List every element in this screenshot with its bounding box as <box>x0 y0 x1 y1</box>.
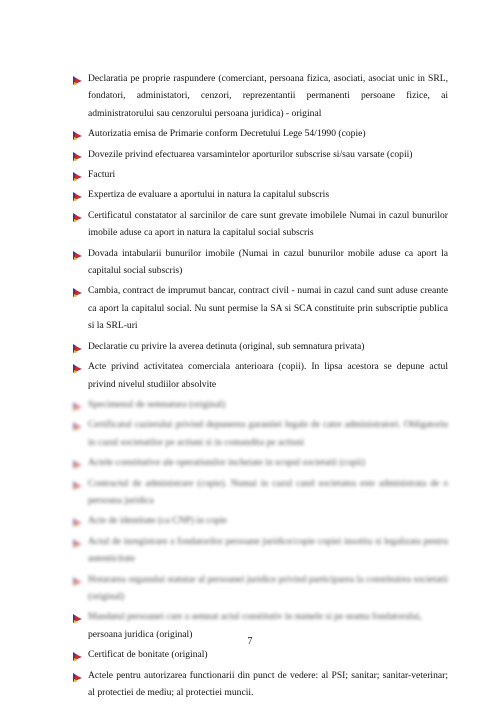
list-item <box>72 454 448 471</box>
list-item <box>72 571 448 606</box>
list-item-text: Acte privind activitatea comerciala anterioara (copii). In lipsa acestora se depune actul privind nivelul studiilor absolvite <box>88 361 448 390</box>
list-item <box>72 358 448 393</box>
list-item-text-blurred: Mandatul persoanei care a semnat actul constitutiv in numele si pe seama fondatorului, <box>88 611 422 623</box>
arrow-bullet-icon <box>72 574 83 585</box>
list-item-text: Cambia, contract de imprumut bancar, contract civil - numai in cazul cand sunt aduse creante ca aport la capitalul social. Nu sunt permise la SA si SCA constituite prin subscriptie publica si la SRL-uri <box>88 285 448 332</box>
list-item <box>72 512 448 529</box>
list-item <box>72 245 448 280</box>
list-item-text: Specimenul de semnatura (original) <box>88 398 226 410</box>
list-item-text: Expertiza de evaluare a aportului in natura la capitalul subscris <box>88 189 330 201</box>
list-item <box>72 646 448 663</box>
arrow-bullet-icon <box>72 285 83 296</box>
arrow-bullet-icon <box>72 341 83 352</box>
list-item-text: Acte de identitate (ca CNP) in copie <box>88 515 228 527</box>
arrow-bullet-icon <box>72 611 83 622</box>
requirements-list <box>72 70 448 704</box>
list-item-text: Certificatul cazierului privind depunerea garantiei legale de catre administratori. Obligatoriu in cazul societatilor pe actiuni si in comandita pe actiuni <box>88 419 448 448</box>
arrow-bullet-icon <box>72 169 83 180</box>
list-item <box>72 207 448 242</box>
list-item-text: Actul de inregistrare a fondatorilor persoane juridice/copie copiei insotita si legalizata pentru autenticitate <box>88 535 448 565</box>
list-item <box>72 533 448 568</box>
arrow-bullet-icon <box>72 128 83 139</box>
list-item <box>72 475 448 510</box>
list-item <box>72 667 448 702</box>
list-item-text: Facturi <box>88 169 116 181</box>
arrow-bullet-icon <box>72 73 83 84</box>
list-item <box>72 338 448 355</box>
list-item-text: Dovezile privind efectuarea varsamintelor aporturilor subscrise si/sau varsate (copii) <box>88 148 413 160</box>
arrow-bullet-icon <box>72 149 83 160</box>
arrow-bullet-icon <box>72 478 83 489</box>
list-item-text: Hotararea organului statutar al persoanei juridice privind participarea la constituirea societatii (original) <box>88 573 448 602</box>
arrow-bullet-icon <box>72 419 83 430</box>
page-number: 7 <box>247 636 253 647</box>
arrow-bullet-icon <box>72 248 83 259</box>
list-item-text: Contractul de administrare (copie). Numai in cazul cand societatea este administrata de o persoana juridica <box>88 477 448 506</box>
list-item-text: Actele constitutive ale operatiunilor incheiate in scopul societatii (copii) <box>88 457 366 469</box>
arrow-bullet-icon <box>72 515 83 526</box>
arrow-bullet-icon <box>72 210 83 221</box>
list-item-text: Actele pentru autorizarea functionarii din punct de vedere: al PSI; sanitar; sanitar-veterinar; al protectiei de mediu; al protectiei muncii. <box>88 669 448 698</box>
list-item <box>72 166 448 183</box>
arrow-bullet-icon <box>72 189 83 200</box>
list-item <box>72 282 448 334</box>
arrow-bullet-icon <box>72 457 83 468</box>
list-item <box>72 186 448 203</box>
arrow-bullet-icon <box>72 670 83 681</box>
list-item-text: persoana juridica (original) <box>88 628 193 640</box>
arrow-bullet-icon <box>72 536 83 547</box>
list-item-text: Declaratia pe proprie raspundere (comerciant, persoana fizica, asociati, asociat unic in SRL, fondatori, administatori, cenzori, reprezentantii permanenti persoane fizice, ai administratorului sau cenzorului persoana juridica) - original <box>88 73 448 119</box>
list-item-text: Dovada intabularii bunurilor imobile (Numai in cazul bunurilor mobile aduse ca aport la capitalul social subscris) <box>88 247 448 277</box>
list-item <box>72 396 448 413</box>
arrow-bullet-icon <box>72 649 83 660</box>
list-item <box>72 125 448 142</box>
list-item-text: Autorizatia emisa de Primarie conform Decretului Lege 54/1990 (copie) <box>88 128 366 140</box>
list-item <box>72 70 448 122</box>
list-item-text: Certificatul constatator al sarcinilor de care sunt grevate imobilele Numai in cazul bunurilor imobile aduse ca aport in natura la capitalul social subscris <box>88 209 448 239</box>
arrow-bullet-icon <box>72 399 83 410</box>
arrow-bullet-icon <box>72 361 83 372</box>
list-item <box>72 146 448 163</box>
list-item <box>72 416 448 451</box>
list-item-text: Certificat de bonitate (original) <box>88 649 208 661</box>
list-item-text: Declaratie cu privire la averea detinuta (original, sub semnatura privata) <box>88 340 365 352</box>
